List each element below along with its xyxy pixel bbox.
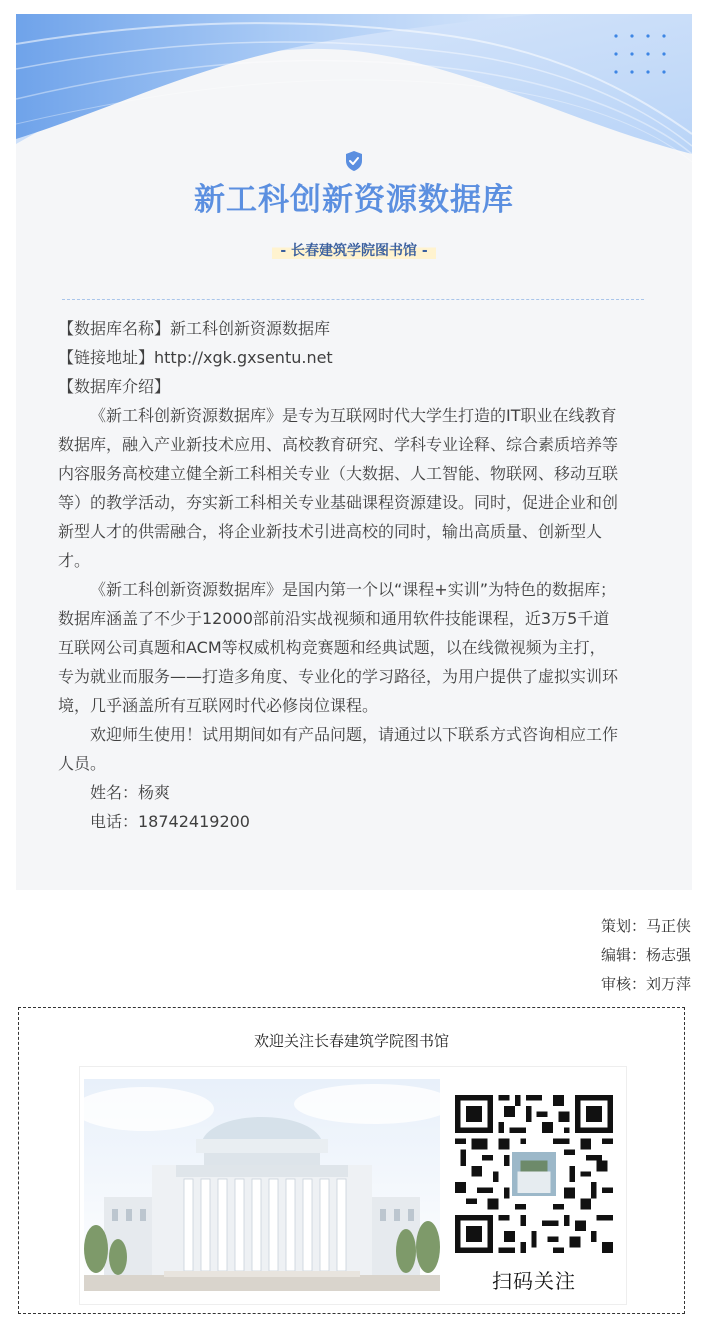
shield-check-icon [344, 150, 364, 172]
subtitle-badge [272, 238, 435, 262]
intro-heading: 【数据库介绍】 [58, 377, 171, 396]
contact-phone: 电话：18742419200 [90, 812, 250, 831]
credit-editor: 编辑：杨志强 [600, 946, 691, 964]
credit-reviewer: 审核：刘万萍 [600, 975, 691, 993]
scan-label: 扫码关注 [492, 1269, 576, 1293]
subtitle-dash-right: - [421, 243, 428, 259]
intro-paragraph-1: 《新工科创新资源数据库》是专为互联网时代大学生打造的IT职业在线教育数据库，融入产业新技术应用、高校教育研究、学科专业诠释、综合素质培养等内容服务高校建立健全新工科相关专业（大数据、人工智能、物联网、移动互联等）的教学活动，夯实新工科相关专业基础课程资源建设。同时，促进企业和创新型人才的供需融合，将企业新技术引进高校的同时，输出高质量、创新型人才。 [58, 406, 619, 570]
dashed-divider [62, 299, 644, 300]
library-building-image [84, 1079, 440, 1291]
welcome-paragraph: 欢迎师生使用！试用期间如有产品问题，请通过以下联系方式咨询相应工作人员。 [58, 725, 619, 773]
subtitle-text: 长春建筑学院图书馆 [291, 243, 417, 259]
intro-paragraph-2: 《新工科创新资源数据库》是国内第一个以“课程+实训”为特色的数据库；数据库涵盖了不少于12000部前沿实战视频和通用软件技能课程，近3万5千道互联网公司真题和ACM等权威机构竞赛题和经典试题，以在线微视频为主打，专为就业而服务——打造多角度、专业化的学习路径，为用户提供了虚拟实训环境，几乎涵盖所有互联网时代必修岗位课程。 [58, 580, 619, 715]
link-line[interactable]: 【链接地址】http://xgk.gxsentu.net [58, 348, 333, 367]
credit-planner: 策划：马正侠 [600, 917, 691, 935]
contact-name: 姓名：杨爽 [90, 783, 171, 802]
page-title: 新工科创新资源数据库 [194, 182, 514, 218]
follow-box [18, 1007, 685, 1314]
subtitle-row [16, 238, 692, 262]
credits [601, 912, 691, 999]
follow-title: 欢迎关注长春建筑学院图书馆 [253, 1032, 449, 1050]
subtitle-dash-left: - [280, 243, 287, 259]
article-body [58, 314, 620, 836]
follow-card [79, 1066, 627, 1305]
dot-grid-decoration [612, 32, 668, 76]
db-name-line: 【数据库名称】新工科创新资源数据库 [58, 319, 331, 338]
qr-code-image [455, 1095, 613, 1253]
